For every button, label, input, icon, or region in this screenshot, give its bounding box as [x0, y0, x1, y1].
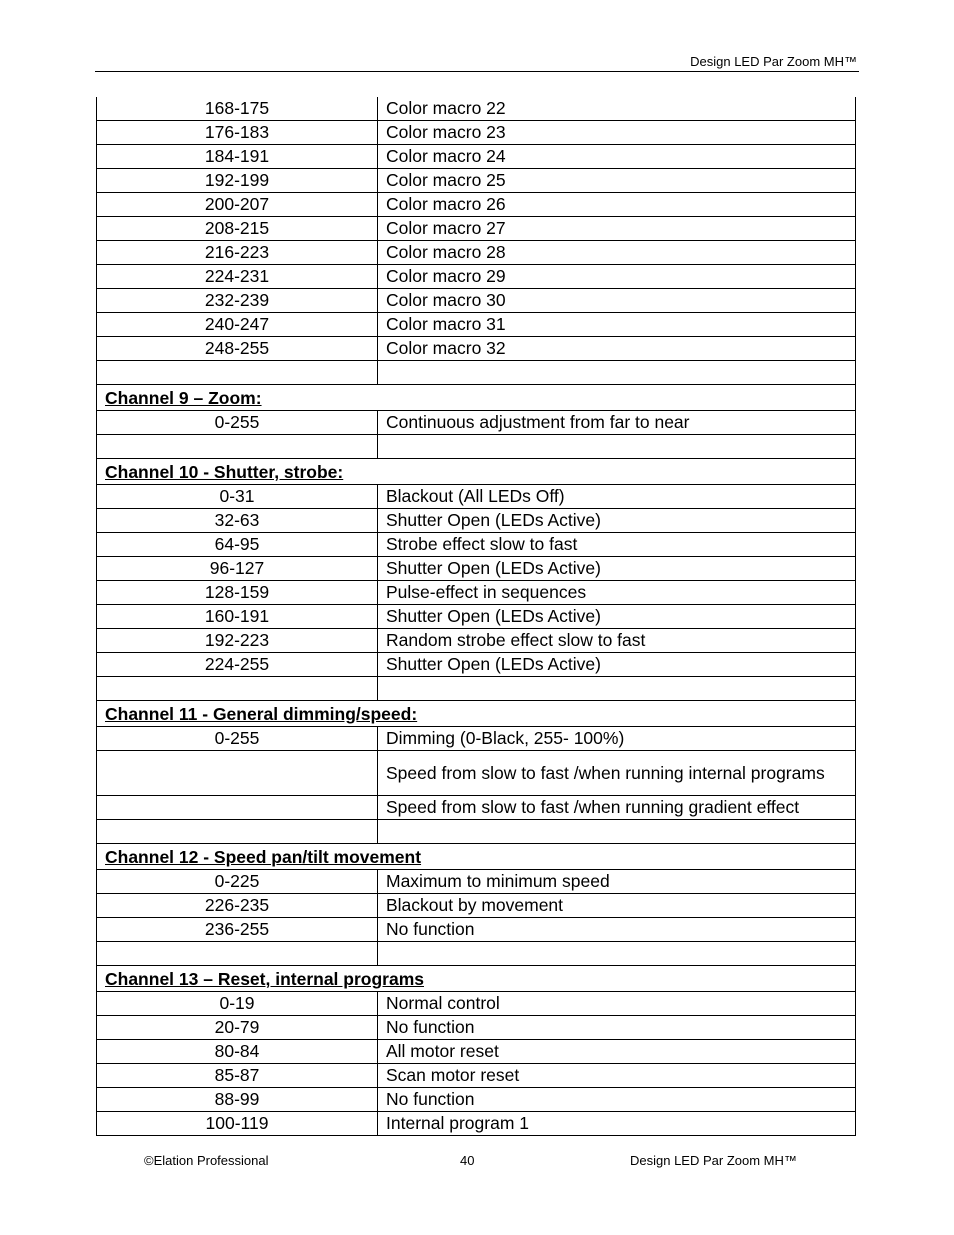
table-row — [97, 894, 856, 918]
table-row — [97, 727, 856, 751]
function-cell: Color macro 29 — [378, 265, 856, 289]
dmx-value-cell — [97, 796, 378, 820]
spacer-row — [97, 942, 856, 966]
channel-header-row — [97, 844, 856, 870]
function-cell: Color macro 22 — [378, 97, 856, 121]
function-cell: Blackout (All LEDs Off) — [378, 485, 856, 509]
dmx-value-cell: 184-191 — [97, 145, 378, 169]
empty-cell — [378, 677, 856, 701]
function-cell: No function — [378, 918, 856, 942]
function-cell: Color macro 30 — [378, 289, 856, 313]
function-cell: Continuous adjustment from far to near — [378, 411, 856, 435]
empty-cell — [97, 435, 378, 459]
footer-page-number: 40 — [460, 1153, 475, 1168]
function-cell: Pulse-effect in sequences — [378, 581, 856, 605]
function-cell: Strobe effect slow to fast — [378, 533, 856, 557]
dmx-value-cell: 160-191 — [97, 605, 378, 629]
dmx-value-cell: 85-87 — [97, 1064, 378, 1088]
table-row — [97, 217, 856, 241]
empty-cell — [378, 435, 856, 459]
function-cell: Speed from slow to fast /when running gradient effect — [378, 796, 856, 820]
channel-heading: Channel 11 - General dimming/speed: — [97, 701, 856, 727]
dmx-value-cell: 168-175 — [97, 97, 378, 121]
dmx-value-cell: 224-231 — [97, 265, 378, 289]
table-row — [97, 1064, 856, 1088]
function-cell: Color macro 32 — [378, 337, 856, 361]
table-row — [97, 918, 856, 942]
dmx-value-cell: 200-207 — [97, 193, 378, 217]
spacer-row — [97, 677, 856, 701]
dmx-value-cell: 192-199 — [97, 169, 378, 193]
dmx-value-cell: 216-223 — [97, 241, 378, 265]
table-row — [97, 557, 856, 581]
table-row — [97, 289, 856, 313]
table-row — [97, 169, 856, 193]
function-cell: Dimming (0-Black, 255- 100%) — [378, 727, 856, 751]
table-row — [97, 870, 856, 894]
table-row — [97, 337, 856, 361]
table-row — [97, 533, 856, 557]
table-row — [97, 796, 856, 820]
dmx-value-cell: 20-79 — [97, 1016, 378, 1040]
table-row — [97, 581, 856, 605]
table-row — [97, 411, 856, 435]
table-row — [97, 629, 856, 653]
function-cell: Shutter Open (LEDs Active) — [378, 605, 856, 629]
table-row — [97, 485, 856, 509]
dmx-channel-table — [96, 97, 856, 1136]
channel-header-row — [97, 459, 856, 485]
table-row — [97, 1088, 856, 1112]
function-cell: No function — [378, 1016, 856, 1040]
function-cell: All motor reset — [378, 1040, 856, 1064]
dmx-value-cell: 236-255 — [97, 918, 378, 942]
channel-heading: Channel 13 – Reset, internal programs — [97, 966, 856, 992]
function-cell: Internal program 1 — [378, 1112, 856, 1136]
empty-cell — [97, 942, 378, 966]
empty-cell — [97, 820, 378, 844]
empty-cell — [378, 942, 856, 966]
function-cell: Color macro 24 — [378, 145, 856, 169]
channel-heading: Channel 9 – Zoom: — [97, 385, 856, 411]
table-row — [97, 97, 856, 121]
dmx-value-cell: 100-119 — [97, 1112, 378, 1136]
header-divider — [95, 71, 859, 72]
table-row — [97, 121, 856, 145]
footer-product-name: Design LED Par Zoom MH™ — [630, 1153, 797, 1168]
table-row — [97, 1040, 856, 1064]
dmx-value-cell: 176-183 — [97, 121, 378, 145]
spacer-row — [97, 435, 856, 459]
function-cell: Maximum to minimum speed — [378, 870, 856, 894]
dmx-value-cell: 0-31 — [97, 485, 378, 509]
empty-cell — [378, 361, 856, 385]
empty-cell — [97, 361, 378, 385]
footer-copyright: ©Elation Professional — [144, 1153, 269, 1168]
channel-header-row — [97, 701, 856, 727]
dmx-value-cell: 0-255 — [97, 411, 378, 435]
empty-cell — [378, 820, 856, 844]
channel-header-row — [97, 966, 856, 992]
dmx-value-cell: 80-84 — [97, 1040, 378, 1064]
dmx-value-cell: 88-99 — [97, 1088, 378, 1112]
channel-heading: Channel 12 - Speed pan/tilt movement — [97, 844, 856, 870]
function-cell: Color macro 27 — [378, 217, 856, 241]
dmx-value-cell: 0-19 — [97, 992, 378, 1016]
function-cell: Normal control — [378, 992, 856, 1016]
table-row — [97, 241, 856, 265]
table-row — [97, 265, 856, 289]
function-cell: Random strobe effect slow to fast — [378, 629, 856, 653]
function-cell: Shutter Open (LEDs Active) — [378, 653, 856, 677]
table-row — [97, 313, 856, 337]
dmx-value-cell: 64-95 — [97, 533, 378, 557]
channel-header-row — [97, 385, 856, 411]
table-row — [97, 193, 856, 217]
header-title: Design LED Par Zoom MH™ — [690, 54, 857, 69]
function-cell: Color macro 26 — [378, 193, 856, 217]
function-cell: Color macro 23 — [378, 121, 856, 145]
table-row — [97, 1112, 856, 1136]
dmx-value-cell: 32-63 — [97, 509, 378, 533]
function-cell: Color macro 28 — [378, 241, 856, 265]
dmx-value-cell: 192-223 — [97, 629, 378, 653]
table-row — [97, 653, 856, 677]
function-cell: Color macro 25 — [378, 169, 856, 193]
dmx-value-cell: 240-247 — [97, 313, 378, 337]
dmx-value-cell: 248-255 — [97, 337, 378, 361]
function-cell: Speed from slow to fast /when running internal programs — [378, 751, 856, 796]
spacer-row — [97, 820, 856, 844]
function-cell: Shutter Open (LEDs Active) — [378, 509, 856, 533]
function-cell: Color macro 31 — [378, 313, 856, 337]
table-row — [97, 509, 856, 533]
dmx-value-cell: 224-255 — [97, 653, 378, 677]
dmx-value-cell: 226-235 — [97, 894, 378, 918]
table-row — [97, 992, 856, 1016]
dmx-table-body — [97, 97, 856, 1136]
table-row — [97, 751, 856, 796]
dmx-value-cell: 0-225 — [97, 870, 378, 894]
function-cell: Shutter Open (LEDs Active) — [378, 557, 856, 581]
function-cell: Blackout by movement — [378, 894, 856, 918]
dmx-value-cell: 96-127 — [97, 557, 378, 581]
table-row — [97, 1016, 856, 1040]
dmx-value-cell: 0-255 — [97, 727, 378, 751]
dmx-value-cell: 128-159 — [97, 581, 378, 605]
table-row — [97, 145, 856, 169]
dmx-value-cell: 232-239 — [97, 289, 378, 313]
channel-heading: Channel 10 - Shutter, strobe: — [97, 459, 856, 485]
dmx-value-cell: 208-215 — [97, 217, 378, 241]
empty-cell — [97, 677, 378, 701]
spacer-row — [97, 361, 856, 385]
function-cell: No function — [378, 1088, 856, 1112]
function-cell: Scan motor reset — [378, 1064, 856, 1088]
table-row — [97, 605, 856, 629]
dmx-value-cell — [97, 751, 378, 796]
